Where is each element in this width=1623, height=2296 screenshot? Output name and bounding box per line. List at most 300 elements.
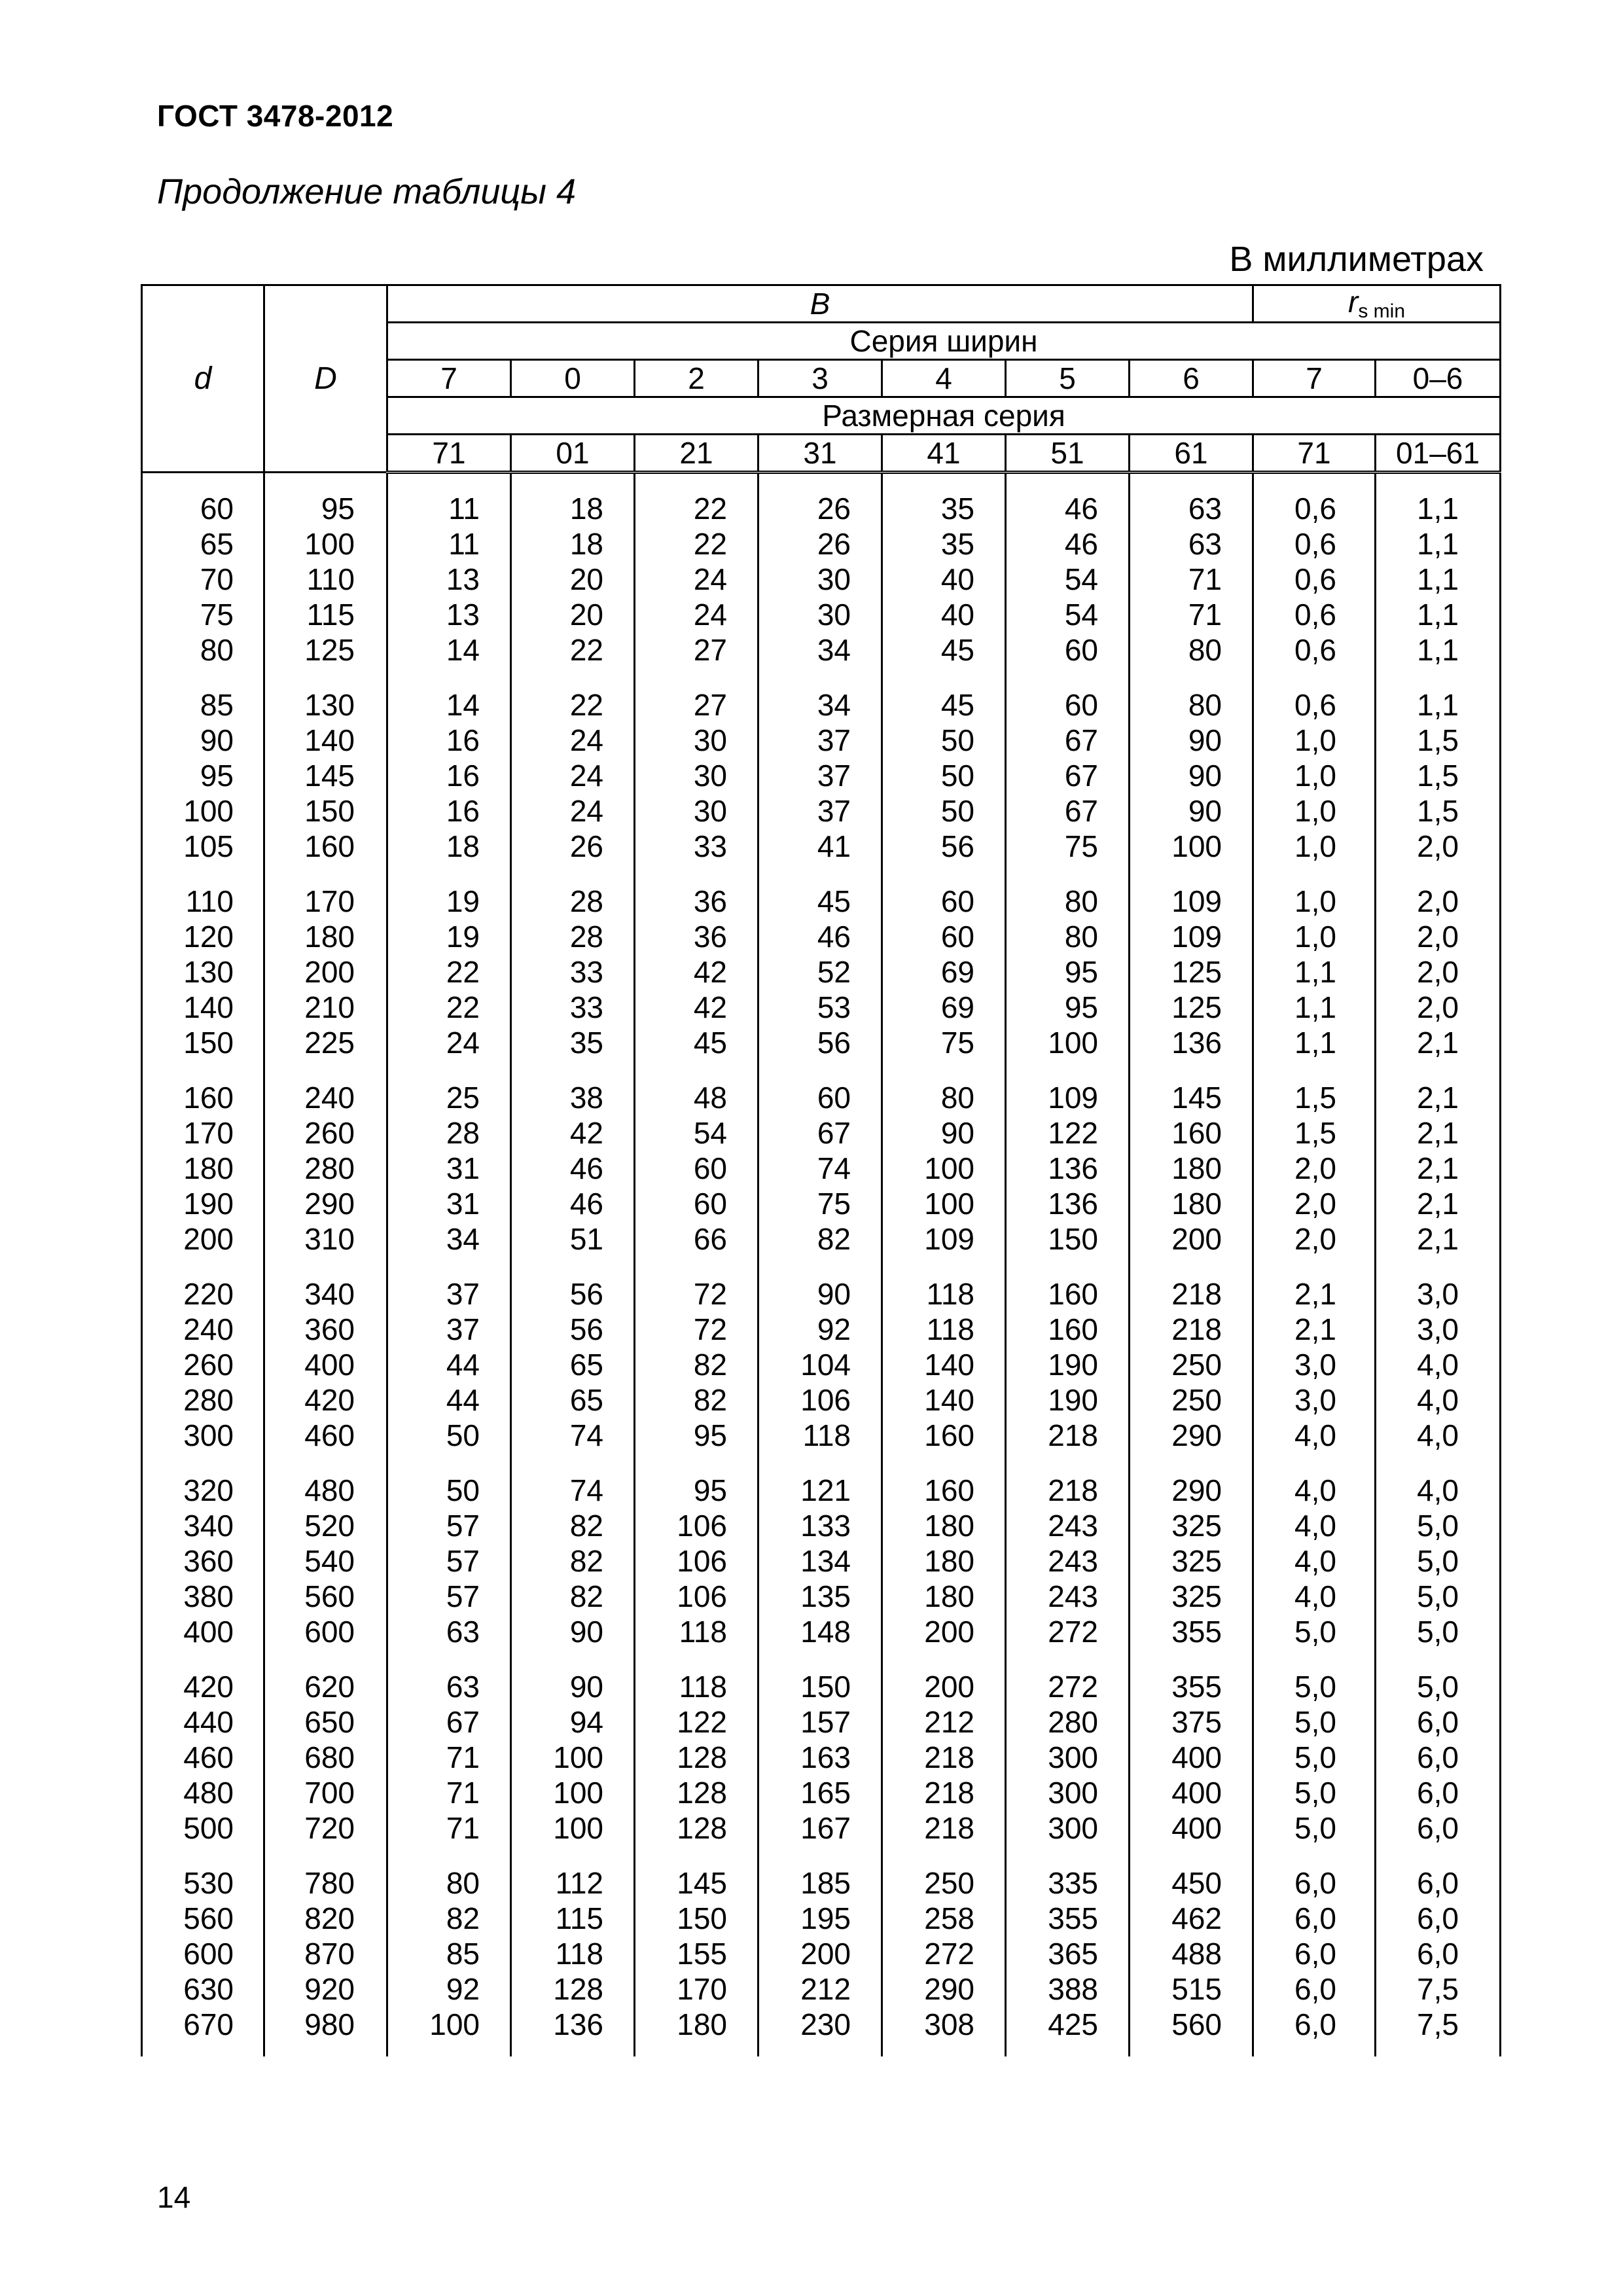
table-cell: 40 — [882, 597, 1006, 632]
table-cell: 250 — [1130, 1382, 1253, 1418]
table-cell: 94 — [511, 1704, 635, 1740]
table-cell: 260 — [142, 1347, 264, 1382]
table-cell: 225 — [264, 1025, 387, 1060]
spacer-cell — [1376, 1060, 1501, 1080]
table-cell: 36 — [635, 884, 758, 919]
table-cell: 167 — [758, 1810, 882, 1846]
table-cell: 355 — [1006, 1901, 1130, 1936]
spacer-cell — [264, 473, 387, 492]
table-cell: 100 — [264, 526, 387, 562]
table-cell: 19 — [387, 884, 511, 919]
table-caption: Продолжение таблицы 4 — [157, 172, 577, 211]
table-cell: 530 — [142, 1865, 264, 1901]
table-cell: 37 — [387, 1276, 511, 1312]
table-cell: 125 — [264, 632, 387, 668]
table-cell: 620 — [264, 1669, 387, 1704]
size-series-cell: 01 — [511, 435, 635, 473]
table-cell: 109 — [1130, 884, 1253, 919]
table-cell: 170 — [635, 1971, 758, 2007]
spacer-cell — [142, 864, 264, 884]
spacer-cell — [758, 1257, 882, 1276]
spacer-cell — [142, 668, 264, 687]
table-cell: 980 — [264, 2007, 387, 2042]
table-cell: 515 — [1130, 1971, 1253, 2007]
group-spacer — [142, 473, 1501, 492]
table-cell: 240 — [142, 1312, 264, 1347]
table-cell: 140 — [882, 1382, 1006, 1418]
table-cell: 36 — [635, 919, 758, 954]
table-cell: 2,0 — [1376, 954, 1501, 990]
table-cell: 1,0 — [1253, 723, 1376, 758]
table-cell: 2,1 — [1253, 1312, 1376, 1347]
table-row — [142, 1543, 1501, 1579]
spacer-cell — [511, 1649, 635, 1669]
table-row — [142, 1221, 1501, 1257]
table-cell: 3,0 — [1253, 1382, 1376, 1418]
spacer-cell — [1130, 864, 1253, 884]
table-cell: 1,0 — [1253, 919, 1376, 954]
table-cell: 243 — [1006, 1543, 1130, 1579]
table-cell: 28 — [511, 884, 635, 919]
spacer-cell — [635, 864, 758, 884]
header-width-series-label: Серия ширин — [387, 323, 1501, 360]
table-cell: 6,0 — [1376, 1865, 1501, 1901]
table-cell: 6,0 — [1253, 1971, 1376, 2007]
table-cell: 80 — [1130, 632, 1253, 668]
spacer-cell — [758, 668, 882, 687]
table-cell: 290 — [1130, 1473, 1253, 1508]
spacer-cell — [142, 1060, 264, 1080]
spacer-cell — [1130, 1846, 1253, 1865]
table-cell: 300 — [1006, 1810, 1130, 1846]
table-cell: 310 — [264, 1221, 387, 1257]
table-cell: 105 — [142, 829, 264, 864]
width-series-cell: 0 — [511, 360, 635, 397]
table-cell: 1,1 — [1376, 526, 1501, 562]
table-cell: 2,1 — [1376, 1151, 1501, 1186]
table-cell: 22 — [387, 990, 511, 1025]
table-cell: 42 — [635, 954, 758, 990]
table-cell: 56 — [882, 829, 1006, 864]
spacer-cell — [882, 864, 1006, 884]
table-cell: 300 — [142, 1418, 264, 1453]
table-cell: 54 — [1006, 597, 1130, 632]
table-cell: 33 — [511, 990, 635, 1025]
table-row — [142, 1186, 1501, 1221]
spacer-cell — [142, 1257, 264, 1276]
table-cell: 82 — [511, 1579, 635, 1614]
spacer-cell — [142, 1453, 264, 1473]
table-cell: 14 — [387, 632, 511, 668]
table-row — [142, 1312, 1501, 1347]
table-cell: 218 — [1130, 1276, 1253, 1312]
table-cell: 280 — [264, 1151, 387, 1186]
table-cell: 780 — [264, 1865, 387, 1901]
table-cell: 2,0 — [1376, 919, 1501, 954]
spacer-cell — [387, 2042, 511, 2056]
table-cell: 46 — [1006, 526, 1130, 562]
table-row — [142, 1080, 1501, 1115]
table-cell: 6,0 — [1253, 2007, 1376, 2042]
table-cell: 258 — [882, 1901, 1006, 1936]
table-cell: 6,0 — [1253, 1865, 1376, 1901]
table-cell: 27 — [635, 632, 758, 668]
table-cell: 22 — [511, 632, 635, 668]
table-cell: 400 — [1130, 1810, 1253, 1846]
table-cell: 325 — [1130, 1579, 1253, 1614]
table-cell: 0,6 — [1253, 526, 1376, 562]
table-cell: 425 — [1006, 2007, 1130, 2042]
table-cell: 16 — [387, 758, 511, 793]
table-cell: 250 — [882, 1865, 1006, 1901]
table-cell: 38 — [511, 1080, 635, 1115]
table-cell: 155 — [635, 1936, 758, 1971]
size-series-cell: 21 — [635, 435, 758, 473]
table-cell: 420 — [264, 1382, 387, 1418]
spacer-cell — [882, 473, 1006, 492]
table-cell: 80 — [882, 1080, 1006, 1115]
table-cell: 0,6 — [1253, 562, 1376, 597]
table-cell: 85 — [387, 1936, 511, 1971]
table-cell: 136 — [1130, 1025, 1253, 1060]
table-row — [142, 1704, 1501, 1740]
spacer-cell — [511, 2042, 635, 2056]
table-cell: 72 — [635, 1312, 758, 1347]
table-cell: 24 — [635, 597, 758, 632]
table-cell: 420 — [142, 1669, 264, 1704]
table-cell: 80 — [387, 1865, 511, 1901]
table-cell: 71 — [387, 1810, 511, 1846]
table-row — [142, 2007, 1501, 2042]
spacer-cell — [264, 1257, 387, 1276]
spacer-cell — [1253, 473, 1376, 492]
table-cell: 157 — [758, 1704, 882, 1740]
table-cell: 33 — [511, 954, 635, 990]
group-spacer — [142, 1453, 1501, 1473]
table-cell: 37 — [758, 793, 882, 829]
table-cell: 163 — [758, 1740, 882, 1775]
spacer-cell — [387, 1060, 511, 1080]
table-cell: 4,0 — [1253, 1508, 1376, 1543]
table-cell: 2,0 — [1253, 1151, 1376, 1186]
table-cell: 100 — [511, 1740, 635, 1775]
table-cell: 220 — [142, 1276, 264, 1312]
table-cell: 335 — [1006, 1865, 1130, 1901]
table-cell: 90 — [758, 1276, 882, 1312]
table-cell: 150 — [142, 1025, 264, 1060]
table-cell: 5,0 — [1376, 1669, 1501, 1704]
table-cell: 57 — [387, 1543, 511, 1579]
spacer-cell — [1006, 1846, 1130, 1865]
table-row — [142, 1614, 1501, 1649]
table-cell: 195 — [758, 1901, 882, 1936]
spacer-cell — [264, 864, 387, 884]
table-cell: 325 — [1130, 1543, 1253, 1579]
spacer-cell — [1006, 2042, 1130, 2056]
table-cell: 67 — [1006, 793, 1130, 829]
spacer-cell — [511, 1060, 635, 1080]
table-cell: 128 — [511, 1971, 635, 2007]
table-cell: 30 — [635, 793, 758, 829]
table-cell: 106 — [635, 1508, 758, 1543]
table-cell: 170 — [142, 1115, 264, 1151]
table-cell: 1,1 — [1253, 990, 1376, 1025]
table-cell: 3,0 — [1376, 1312, 1501, 1347]
table-cell: 3,0 — [1253, 1347, 1376, 1382]
table-cell: 26 — [758, 526, 882, 562]
table-cell: 170 — [264, 884, 387, 919]
table-cell: 218 — [1130, 1312, 1253, 1347]
spacer-cell — [758, 864, 882, 884]
table-cell: 365 — [1006, 1936, 1130, 1971]
table-cell: 109 — [1006, 1080, 1130, 1115]
table-cell: 118 — [635, 1614, 758, 1649]
table-cell: 355 — [1130, 1614, 1253, 1649]
table-cell: 212 — [758, 1971, 882, 2007]
table-cell: 200 — [758, 1936, 882, 1971]
table-cell: 30 — [758, 562, 882, 597]
table-cell: 1,5 — [1376, 723, 1501, 758]
table-cell: 27 — [635, 687, 758, 723]
width-series-cell: 7 — [1253, 360, 1376, 397]
size-series-cell: 71 — [1253, 435, 1376, 473]
table-cell: 80 — [1006, 919, 1130, 954]
table-cell: 136 — [1006, 1186, 1130, 1221]
table-cell: 488 — [1130, 1936, 1253, 1971]
table-row — [142, 723, 1501, 758]
table-cell: 65 — [511, 1382, 635, 1418]
table-cell: 40 — [882, 562, 1006, 597]
table-cell: 165 — [758, 1775, 882, 1810]
document-code: ГОСТ 3478-2012 — [157, 99, 394, 133]
spacer-cell — [1376, 2042, 1501, 2056]
table-cell: 5,0 — [1376, 1614, 1501, 1649]
spacer-cell — [635, 668, 758, 687]
table-row — [142, 562, 1501, 597]
table-cell: 60 — [635, 1151, 758, 1186]
spacer-cell — [1006, 1060, 1130, 1080]
header-d: d — [142, 285, 264, 473]
table-cell: 650 — [264, 1704, 387, 1740]
width-series-cell: 0–6 — [1376, 360, 1501, 397]
table-row — [142, 884, 1501, 919]
table-cell: 1,0 — [1253, 758, 1376, 793]
table-row — [142, 1865, 1501, 1901]
table-cell: 42 — [511, 1115, 635, 1151]
spacer-cell — [1006, 473, 1130, 492]
spacer-cell — [882, 2042, 1006, 2056]
table-cell: 218 — [1006, 1473, 1130, 1508]
table-cell: 5,0 — [1253, 1740, 1376, 1775]
table-row — [142, 1276, 1501, 1312]
table-cell: 870 — [264, 1936, 387, 1971]
spacer-cell — [1376, 473, 1501, 492]
table-cell: 360 — [264, 1312, 387, 1347]
header-D: D — [264, 285, 387, 473]
table-cell: 71 — [1130, 562, 1253, 597]
spacer-cell — [264, 1649, 387, 1669]
table-row — [142, 954, 1501, 990]
spacer-cell — [142, 1846, 264, 1865]
spacer-cell — [1376, 1846, 1501, 1865]
table-cell: 56 — [758, 1025, 882, 1060]
table-cell: 3,0 — [1376, 1276, 1501, 1312]
table-cell: 106 — [758, 1382, 882, 1418]
table-row — [142, 632, 1501, 668]
table-cell: 45 — [635, 1025, 758, 1060]
table-cell: 4,0 — [1376, 1473, 1501, 1508]
spacer-cell — [1130, 2042, 1253, 2056]
table-cell: 100 — [882, 1151, 1006, 1186]
table-cell: 0,6 — [1253, 491, 1376, 526]
table-cell: 11 — [387, 526, 511, 562]
table-cell: 340 — [142, 1508, 264, 1543]
table-cell: 46 — [758, 919, 882, 954]
table-cell: 300 — [1006, 1775, 1130, 1810]
table-cell: 133 — [758, 1508, 882, 1543]
spacer-cell — [1130, 473, 1253, 492]
table-cell: 95 — [1006, 954, 1130, 990]
table-cell: 218 — [882, 1775, 1006, 1810]
table-cell: 1,0 — [1253, 884, 1376, 919]
spacer-cell — [882, 1060, 1006, 1080]
spacer-cell — [1253, 2042, 1376, 2056]
table-cell: 45 — [882, 632, 1006, 668]
table-cell: 13 — [387, 597, 511, 632]
table-cell: 66 — [635, 1221, 758, 1257]
spacer-cell — [142, 473, 264, 492]
table-cell: 122 — [1006, 1115, 1130, 1151]
table-row — [142, 1151, 1501, 1186]
table-cell: 250 — [1130, 1347, 1253, 1382]
table-cell: 325 — [1130, 1508, 1253, 1543]
table-cell: 115 — [511, 1901, 635, 1936]
table-cell: 11 — [387, 491, 511, 526]
spacer-cell — [635, 1649, 758, 1669]
spacer-cell — [882, 668, 1006, 687]
spacer-cell — [387, 1257, 511, 1276]
table-cell: 67 — [387, 1704, 511, 1740]
table-row — [142, 1579, 1501, 1614]
table-cell: 5,0 — [1376, 1508, 1501, 1543]
table-cell: 2,1 — [1376, 1080, 1501, 1115]
table-cell: 400 — [1130, 1740, 1253, 1775]
table-cell: 34 — [758, 687, 882, 723]
spacer-cell — [635, 1257, 758, 1276]
spacer-cell — [1253, 1257, 1376, 1276]
width-series-cell: 3 — [758, 360, 882, 397]
table-row — [142, 597, 1501, 632]
table-cell: 280 — [1006, 1704, 1130, 1740]
table-cell: 63 — [387, 1669, 511, 1704]
spacer-cell — [1130, 1257, 1253, 1276]
spacer-cell — [387, 864, 511, 884]
table-cell: 4,0 — [1253, 1418, 1376, 1453]
table-cell: 51 — [511, 1221, 635, 1257]
table-cell: 630 — [142, 1971, 264, 2007]
table-row — [142, 829, 1501, 864]
table-cell: 200 — [1130, 1221, 1253, 1257]
table-cell: 53 — [758, 990, 882, 1025]
table-cell: 272 — [882, 1936, 1006, 1971]
table-cell: 462 — [1130, 1901, 1253, 1936]
table-cell: 218 — [1006, 1418, 1130, 1453]
table-cell: 125 — [1130, 954, 1253, 990]
table-cell: 670 — [142, 2007, 264, 2042]
table-cell: 180 — [1130, 1151, 1253, 1186]
table-cell: 82 — [511, 1543, 635, 1579]
table-row — [142, 1936, 1501, 1971]
table-cell: 22 — [635, 526, 758, 562]
table-cell: 35 — [882, 491, 1006, 526]
table-cell: 140 — [264, 723, 387, 758]
table-cell: 160 — [882, 1473, 1006, 1508]
table-cell: 95 — [635, 1418, 758, 1453]
spacer-cell — [1006, 864, 1130, 884]
table-cell: 180 — [635, 2007, 758, 2042]
table-cell: 82 — [635, 1382, 758, 1418]
table-cell: 92 — [387, 1971, 511, 2007]
table-cell: 190 — [1006, 1347, 1130, 1382]
table-cell: 2,1 — [1376, 1186, 1501, 1221]
table-cell: 122 — [635, 1704, 758, 1740]
table-cell: 5,0 — [1253, 1614, 1376, 1649]
table-cell: 1,1 — [1376, 687, 1501, 723]
table-cell: 50 — [387, 1418, 511, 1453]
group-spacer — [142, 1649, 1501, 1669]
table-cell: 130 — [264, 687, 387, 723]
table-cell: 60 — [142, 491, 264, 526]
table-cell: 134 — [758, 1543, 882, 1579]
table-cell: 56 — [511, 1312, 635, 1347]
spacer-cell — [758, 1060, 882, 1080]
table-cell: 128 — [635, 1775, 758, 1810]
table-cell: 7,5 — [1376, 2007, 1501, 2042]
table-cell: 148 — [758, 1614, 882, 1649]
table-cell: 75 — [1006, 829, 1130, 864]
table-cell: 1,0 — [1253, 793, 1376, 829]
table-cell: 22 — [511, 687, 635, 723]
table-cell: 4,0 — [1253, 1579, 1376, 1614]
table-cell: 160 — [1130, 1115, 1253, 1151]
table-cell: 90 — [511, 1669, 635, 1704]
table-cell: 50 — [882, 723, 1006, 758]
size-series-cell: 31 — [758, 435, 882, 473]
table-cell: 210 — [264, 990, 387, 1025]
table-cell: 2,0 — [1376, 829, 1501, 864]
spacer-cell — [387, 473, 511, 492]
table-cell: 6,0 — [1376, 1810, 1501, 1846]
table-cell: 24 — [511, 758, 635, 793]
table-cell: 2,0 — [1376, 884, 1501, 919]
table-cell: 56 — [511, 1276, 635, 1312]
table-cell: 14 — [387, 687, 511, 723]
table-row — [142, 1508, 1501, 1543]
table-cell: 67 — [758, 1115, 882, 1151]
table-cell: 460 — [264, 1418, 387, 1453]
table-cell: 128 — [635, 1740, 758, 1775]
spacer-cell — [758, 1649, 882, 1669]
width-series-cell: 4 — [882, 360, 1006, 397]
table-cell: 90 — [142, 723, 264, 758]
table-cell: 520 — [264, 1508, 387, 1543]
table-cell: 145 — [1130, 1080, 1253, 1115]
table-cell: 480 — [264, 1473, 387, 1508]
table-cell: 24 — [387, 1025, 511, 1060]
table-cell: 33 — [635, 829, 758, 864]
table-cell: 90 — [511, 1614, 635, 1649]
spacer-cell — [1376, 864, 1501, 884]
